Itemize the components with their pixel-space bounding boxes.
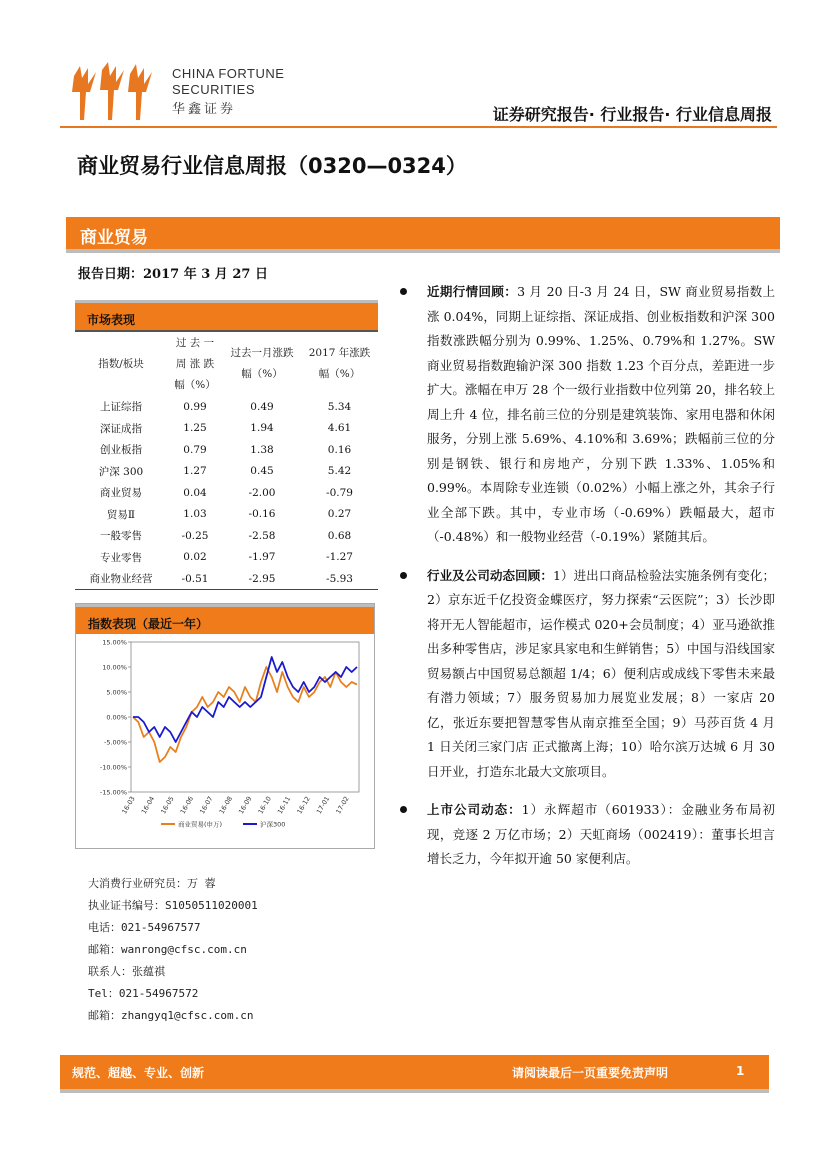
table-cell: -0.79 — [326, 486, 353, 499]
y-tick-label: -10.00% — [99, 763, 127, 772]
table-cell: 上证综指 — [100, 401, 142, 414]
report-date: 报告日期：2017 年 3 月 27 日 — [78, 267, 268, 282]
table-cell: -0.25 — [181, 529, 209, 542]
y-tick-label: 5.00% — [106, 688, 127, 697]
table-cell: -0.51 — [181, 572, 209, 585]
analyst-phone: 电话：021-54967577 — [88, 921, 201, 934]
x-tick-label: 16-09 — [237, 795, 254, 816]
table-cell: 0.27 — [327, 508, 352, 521]
bullet-icon — [400, 806, 407, 813]
table-cell: 0.68 — [327, 529, 352, 542]
y-tick-label: -5.00% — [104, 738, 127, 747]
x-tick-label: 17-02 — [334, 795, 351, 816]
y-tick-label: 10.00% — [102, 663, 127, 672]
table-cell: -0.16 — [248, 508, 276, 521]
table-cell: -1.97 — [248, 551, 276, 564]
bullet-company-news — [400, 798, 775, 872]
footer-slogan: 规范、超越、专业、创新 — [72, 1066, 205, 1080]
logo-mark-icon — [66, 58, 166, 128]
table-cell: 0.02 — [183, 551, 207, 564]
bullet-industry-news — [400, 564, 775, 785]
table-row — [75, 482, 378, 504]
bullet-market-review — [400, 280, 775, 550]
legend-label: 商业贸易(申万) — [178, 820, 223, 829]
x-tick-label: 16-08 — [217, 795, 235, 816]
table-cell: 深证成指 — [100, 422, 142, 435]
x-tick-label: 16-04 — [139, 795, 157, 816]
bullet-paragraph — [427, 798, 775, 872]
table-cell: 0.04 — [183, 486, 207, 499]
bullet-icon — [400, 288, 407, 295]
analyst-cert: 执业证书编号：S1050511020001 — [88, 899, 258, 912]
table-row — [75, 568, 378, 590]
table-cell: 1.94 — [250, 422, 274, 435]
table-header: 指数/板块 — [98, 357, 144, 370]
table-cell: 商业物业经营 — [89, 573, 153, 585]
table-cell: -1.27 — [326, 551, 353, 564]
sector-name: 商业贸易 — [80, 228, 148, 248]
x-tick-label: 16-11 — [275, 795, 293, 816]
table-row — [75, 439, 378, 461]
table-cell: 1.38 — [250, 443, 274, 456]
market-performance-title: 市场表现 — [75, 300, 378, 330]
company-name-en: CHINA FORTUNE SECURITIES — [172, 66, 285, 97]
table-cell: 4.61 — [327, 422, 352, 435]
table-row — [75, 547, 378, 569]
table-cell: 1.03 — [183, 508, 207, 521]
footer-shadow — [60, 1089, 769, 1093]
table-cell: 0.79 — [183, 443, 207, 456]
table-row — [75, 418, 378, 440]
bullet-text: 1）永辉超市（601933）：金融业务布局初现，竞逐 2 万亿市场；2）天虹商场（002419）：董事长坦言增长乏力，今年拟开逾 50 家便利店。 — [427, 802, 775, 866]
table-cell: 沪深 300 — [98, 465, 144, 478]
bullet-text: 1）进出口商品检验法实施条例有变化；2）京东近千亿投资金蝶医疗，努力探索“云医院”；3）长沙即将开无人智能超市，运作模式 020+会员制度；4）亚马逊欲推出多种零售店，涉足家具家电和生鲜销售；5）中国与沿线国家贸易额占中国贸易总额超 1/4；6）便利店或成线下零售未来最有潜力领域；7）服务贸易加力展览业发展；8）一家店 20 亿，张近东要把智慧零售从南京推至全国；9）马莎百货 4 月 1 日关闭三家门店 正式撤离上海；10）哈尔滨万达城 6 月 30 日开业，打造东北最大文旅项目。 — [427, 567, 775, 779]
x-tick-label: 16-06 — [178, 795, 196, 816]
table-row — [75, 504, 378, 526]
table-cell: 1.25 — [183, 422, 207, 435]
bullet-text: 3 月 20 日-3 月 24 日，SW 商业贸易指数上涨 0.04%，同期上证综指、深证成指、创业板指数和沪深 300 指数涨跌幅分别为 0.99%、1.25%、0.79%和 1.27%。SW 商业贸易指数跑输沪深 300 指数 1.23 个百分点，差距进一步扩大。涨幅在申万 28 个一级行业指数中位列第 20，排名较上周上升 4 位，排名前三位的分别是建筑装饰、家用电器和休闲服务，分别上涨 5.69%、4.10%和 3.69%；跌幅前三位的分别是钢铁、银行和房地产，分别下跌 1.33%、1.05%和 0.99%。本周除专业连锁（0.02%）小幅上涨之外，其余子行业全部下跌。其中，专业市场（-0.69%）跌幅最大，超市（-0.48%）和一般物业经营（-0.19%）紧随其后。 — [427, 284, 775, 544]
table-row — [75, 396, 378, 418]
company-logo — [66, 58, 296, 128]
x-tick-label: 16-07 — [198, 795, 215, 816]
table-row — [75, 461, 378, 483]
table-cell: 创业板指 — [100, 444, 142, 457]
table-cell: -2.58 — [248, 529, 276, 542]
table-cell: 专业零售 — [100, 551, 142, 564]
header-divider — [60, 126, 777, 128]
y-tick-label: 0.00% — [106, 713, 127, 722]
table-header: 过 去 一 周 涨 跌 幅（%） — [174, 336, 216, 391]
table-row — [75, 525, 378, 547]
bullet-label: 行业及公司动态回顾： — [427, 567, 553, 583]
table-header: 2017 年涨跌幅（%） — [308, 347, 371, 380]
table-cell: -2.00 — [248, 486, 276, 499]
analyst-email[interactable]: 邮箱：wanrong@cfsc.com.cn — [88, 943, 247, 956]
contact-email[interactable]: 邮箱：zhangyq1@cfsc.com.cn — [88, 1009, 254, 1022]
document-title: 商业贸易行业信息周报（0320—0324） — [77, 154, 467, 178]
contact-phone: Tel：021-54967572 — [88, 987, 199, 1000]
chart-title: 指数表现（最近一年） — [76, 604, 374, 634]
table-cell: 一般零售 — [100, 530, 142, 543]
analyst-name: 大消费行业研究员：万 蓉 — [88, 877, 216, 890]
table-cell: 0.99 — [183, 400, 207, 413]
bullet-label: 上市公司动态： — [427, 802, 522, 817]
x-tick-label: 16-12 — [295, 795, 312, 816]
table-cell: 商业贸易 — [100, 487, 142, 500]
sector-banner-shadow — [66, 249, 780, 253]
table-cell: -2.95 — [248, 572, 276, 585]
footer-disclaimer[interactable]: 请阅读最后一页重要免责声明 — [512, 1066, 669, 1080]
x-tick-label: 17-01 — [314, 795, 332, 816]
table-cell: 5.34 — [327, 400, 352, 413]
market-table — [75, 332, 378, 590]
table-header: 过去一月涨跌幅（%） — [230, 347, 294, 380]
bullet-icon — [400, 572, 407, 579]
series-line-csi300 — [133, 657, 357, 742]
bullet-label: 近期行情回顾： — [427, 284, 518, 299]
x-tick-label: 16-03 — [120, 795, 137, 816]
report-type: 证券研究报告· 行业报告· 行业信息周报 — [492, 105, 772, 124]
index-chart-box — [75, 603, 375, 849]
table-cell: 5.42 — [327, 465, 352, 478]
table-cell: 0.45 — [250, 465, 274, 478]
contact-name: 联系人：张蕴祺 — [88, 965, 165, 978]
y-tick-label: -15.00% — [99, 788, 127, 797]
table-cell: 1.27 — [183, 465, 207, 478]
y-tick-label: 15.00% — [102, 638, 127, 647]
table-cell: -5.93 — [326, 572, 353, 585]
x-tick-label: 16-05 — [159, 795, 176, 816]
table-cell: 0.16 — [327, 443, 352, 456]
legend-label: 沪深300 — [260, 820, 286, 829]
table-cell: 0.49 — [250, 400, 274, 413]
bullet-paragraph — [427, 564, 775, 785]
table-cell: 贸易Ⅱ — [106, 508, 136, 521]
sector-banner — [66, 217, 780, 249]
page-number: 1 — [736, 1064, 745, 1078]
bullet-paragraph — [427, 280, 775, 550]
plot-frame — [131, 642, 359, 792]
x-tick-label: 16-10 — [256, 795, 273, 816]
company-name-cn: 华鑫证券 — [172, 102, 237, 117]
market-performance-box — [75, 300, 378, 590]
index-performance-chart — [81, 636, 369, 844]
analyst-info — [88, 873, 258, 1027]
summary-column — [400, 280, 775, 886]
